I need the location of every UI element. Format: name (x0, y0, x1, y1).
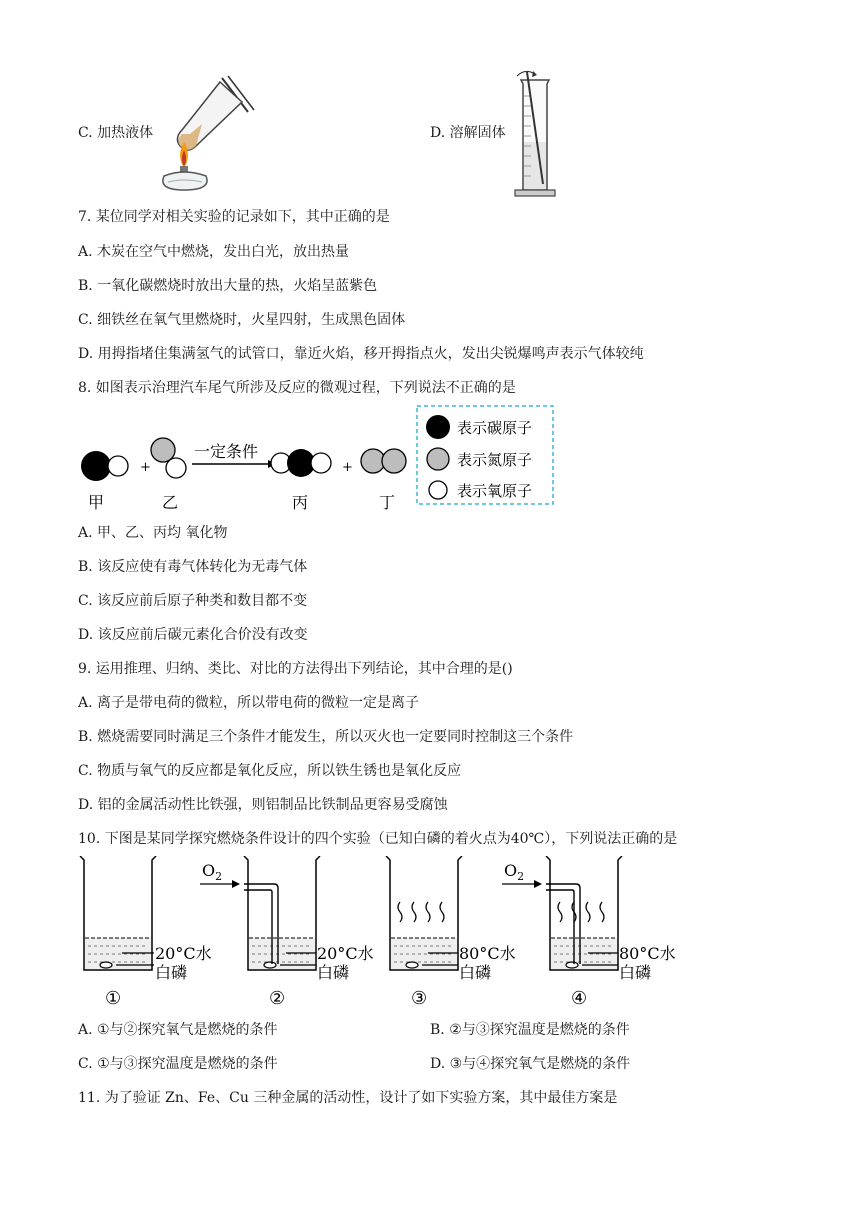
q11-stem: 11. 为了验证 Zn、Fe、Cu 三种金属的活动性，设计了如下实验方案，其中最佳方案是 (78, 1090, 618, 1106)
q10-option-a: A. ①与②探究氧气是燃烧的条件 (78, 1022, 278, 1038)
o2-label-2: $O_2$ (504, 861, 525, 883)
q7-stem: 7. 某位同学对相关实验的记录如下，其中正确的是 (78, 209, 390, 225)
q7-option-b: B. 一氧化碳燃烧时放出大量的热，火焰呈蓝紫色 (78, 278, 378, 294)
beaker-3-phosphorus: 白磷 (459, 963, 492, 982)
legend-oxygen: 表示氧原子 (457, 482, 533, 500)
q7-option-a: A. 木炭在空气中燃烧，发出白光，放出热量 (78, 244, 350, 260)
q8-option-c: C. 该反应前后原子种类和数目都不变 (78, 593, 308, 609)
legend-carbon: 表示碳原子 (457, 419, 533, 437)
label-ding: 丁 (379, 493, 396, 512)
q8-stem: 8. 如图表示治理汽车尾气所涉及反应的微观过程，下列说法不正确的是 (78, 380, 516, 396)
q10-option-c: C. ①与③探究温度是燃烧的条件 (78, 1056, 278, 1072)
reaction-condition: 一定条件 (194, 442, 259, 461)
label-jia: 甲 (88, 493, 105, 512)
q9-option-d: D. 铝的金属活动性比铁强，则铝制品比铁制品更容易受腐蚀 (78, 797, 448, 813)
label-bing: 丙 (292, 493, 309, 512)
legend-nitrogen: 表示氮原子 (457, 451, 533, 469)
q10-stem: 10. 下图是某同学探究燃烧条件设计的四个实验（已知白磷的着火点为40℃），下列说法正确的是 (78, 831, 678, 847)
q9-stem: 9. 运用推理、归纳、类比、对比的方法得出下列结论，其中合理的是() (78, 661, 513, 677)
beaker-1-phosphorus: 白磷 (155, 963, 188, 982)
beaker-3-number: ③ (411, 988, 428, 1009)
q8-option-a: A. 甲、乙、丙均 氧化物 (78, 525, 228, 541)
q6-option-c: C. 加热液体 (78, 125, 154, 141)
beaker-3-water: 80°C水 (459, 944, 516, 963)
q9-option-a: A. 离子是带电荷的微粒，所以带电荷的微粒一定是离子 (78, 695, 420, 711)
q10-option-d: D. ③与④探究氧气是燃烧的条件 (430, 1056, 631, 1072)
heating-liquid-illustration (150, 72, 260, 192)
beaker-4-water: 80°C水 (619, 944, 676, 963)
beaker-1-water: 20°C水 (155, 944, 212, 963)
plus-sign-1: + (140, 460, 151, 475)
beaker-4-phosphorus: 白磷 (619, 963, 652, 982)
beaker-4-number: ④ (571, 988, 588, 1009)
label-yi: 乙 (162, 493, 179, 512)
q9-option-c: C. 物质与氧气的反应都是氧化反应，所以铁生锈也是氧化反应 (78, 763, 462, 779)
beaker-1-number: ① (105, 988, 122, 1009)
q9-option-b: B. 燃烧需要同时满足三个条件才能发生，所以灭火也一定要同时控制这三个条件 (78, 729, 574, 745)
q7-option-c: C. 细铁丝在氧气里燃烧时，火星四射，生成黑色固体 (78, 312, 406, 328)
q8-option-b: B. 该反应使有毒气体转化为无毒气体 (78, 559, 308, 575)
o2-label-1: $O_2$ (202, 861, 223, 883)
combustion-experiment-diagram (76, 856, 676, 1012)
q6-option-d: D. 溶解固体 (430, 125, 506, 141)
plus-sign-2: + (342, 460, 353, 475)
reaction-micro-diagram (76, 404, 562, 514)
beaker-2-number: ② (269, 988, 286, 1009)
q7-option-d: D. 用拇指堵住集满氢气的试管口，靠近火焰，移开拇指点火，发出尖锐爆鸣声表示气体较纯 (78, 346, 644, 362)
q8-option-d: D. 该反应前后碳元素化合价没有改变 (78, 627, 308, 643)
q10-option-b: B. ②与③探究温度是燃烧的条件 (430, 1022, 630, 1038)
beaker-2-phosphorus: 白磷 (317, 963, 350, 982)
beaker-2-water: 20°C水 (317, 944, 374, 963)
dissolving-solid-illustration (505, 66, 565, 200)
